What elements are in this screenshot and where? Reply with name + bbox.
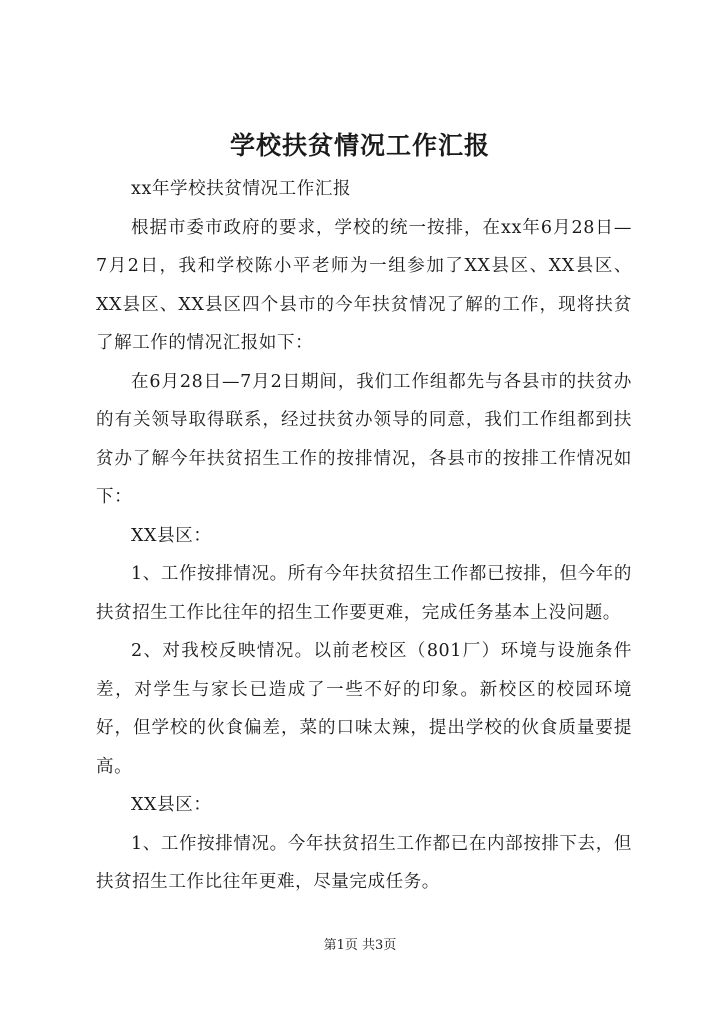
document-title: 学校扶贫情况工作汇报: [229, 131, 490, 160]
intro-paragraph: 根据市委市政府的要求，学校的统一按排，在xx年6月28日—7月2日，我和学校陈小平老师为一组参加了XX县区、XX县区、XX县区、XX县区四个县市的今年扶贫情况了解的工作，现将扶贫了解工作的情况汇报如下：: [96, 217, 632, 353]
page-number: 第1页 共3页: [323, 938, 397, 953]
subtitle-paragraph: xx年学校扶贫情况工作汇报: [131, 179, 352, 199]
county-heading: XX县区：: [131, 525, 212, 546]
arrangement-paragraph: 1、工作按排情况。今年扶贫招生工作都已在内部按排下去，但扶贫招生工作比往年更难，尽量完成任务。: [96, 833, 632, 892]
county-heading: XX县区：: [131, 795, 212, 815]
document-body: [96, 170, 632, 902]
feedback-paragraph: 2、对我校反映情况。以前老校区（801厂）环境与设施条件差，对学生与家长已造成了一些不好的印象。新校区的校园环境好，但学校的伙食偏差，菜的口味太辣，提出学校的伙食质量要提高。: [96, 641, 632, 777]
period-paragraph: 在6月28日—7月2日期间，我们工作组都先与各县市的扶贫办的有关领导取得联系，经过扶贫办领导的同意，我们工作组都到扶贫办了解今年扶贫招生工作的按排情况，各县市的按排工作情况如下：: [96, 371, 632, 507]
arrangement-paragraph: 1、工作按排情况。所有今年扶贫招生工作都已按排，但今年的扶贫招生工作比往年的招生工作要更难，完成任务基本上没问题。: [96, 564, 632, 623]
